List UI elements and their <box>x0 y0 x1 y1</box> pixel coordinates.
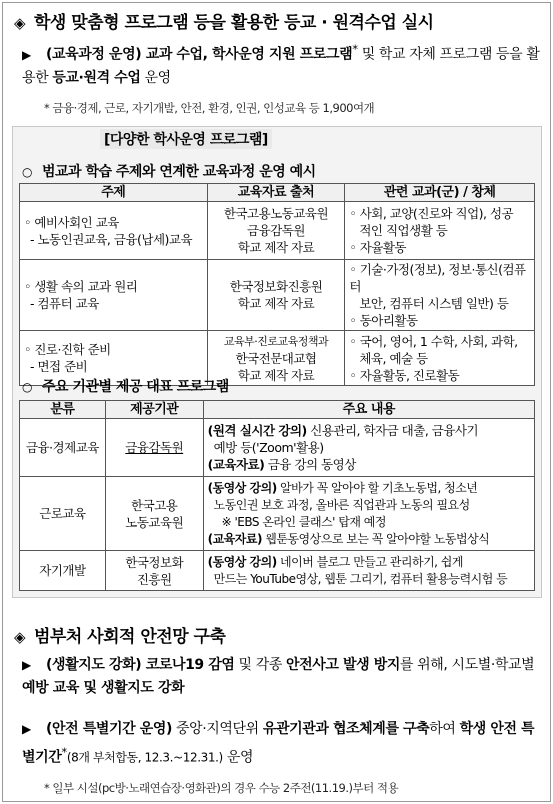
box-label: [다양한 학사운영 프로그램] <box>100 129 272 149</box>
section2-heading: ◈ 범부처 사회적 안전망 구축 <box>14 627 226 647</box>
diamond-bullet-icon: ◈ <box>14 628 26 646</box>
header-cell: 관련 교과(군) / 창체 <box>345 184 535 202</box>
category-cell: 근로교육 <box>20 477 106 551</box>
table-row <box>20 202 535 260</box>
table-header-row <box>20 401 535 419</box>
org-cell: 한국정보화 진흥원 <box>105 551 203 591</box>
table-header-row <box>20 184 535 202</box>
diamond-bullet-icon: ◈ <box>14 14 26 32</box>
triangle-bullet-icon: ▶ <box>22 722 31 736</box>
section1-note: * 금융·경제, 근로, 자기개발, 안전, 환경, 인권, 인성교육 등 1,900여개 <box>44 101 375 115</box>
source-cell: 한국정보화진흥원 학교 제작 자료 <box>207 260 345 331</box>
topic-cell: ◦ 예비사회인 교육 - 노동인권교육, 금융(납세)교육 <box>20 202 208 260</box>
subject-cell: ◦ 국어, 영어, 1 수학, 사회, 과학, 체육, 예술 등 ◦ 자율활동, 진로활동 <box>345 331 535 386</box>
subject-cell: ◦ 사회, 교양(진로와 직업), 성공 적인 직업생활 등 ◦ 자율활동 <box>345 202 535 260</box>
category-cell: 자기개발 <box>20 551 106 591</box>
table-row <box>20 419 535 477</box>
header-cell: 제공기관 <box>105 401 203 419</box>
org-cell: 한국고용 노동교육원 <box>105 477 203 551</box>
circle-bullet-icon: ○ <box>22 165 32 179</box>
section2-note: * 일부 시설(pc방·노래연습장·영화관)의 경우 수능 2주전(11.19.)부터 적용 <box>44 781 399 795</box>
content-cell: (동영상 강의) 알바가 꼭 알아야 할 기초노동법, 청소년 노동인권 보호 과정, 올바른 직업관과 노동의 필요성 ※ 'EBS 온라인 클래스' 탑재 예정 (교육자료) 웹툰동영상으로 보는 꼭 알아야할 노동법상식 <box>203 477 534 551</box>
section1-bullet1: ▶ (교육과정 운영) 교과 수업, 학사운영 지원 프로그램* 및 학교 자체 프로그램 등을 활용한 등교·원격 수업 운영 <box>22 42 540 86</box>
program-table <box>19 400 535 591</box>
section2-bullet1: ▶ (생활지도 강화) 코로나19 감염 및 각종 안전사고 발생 방지를 위해, 시도별·학교별 예방 교육 및 생활지도 강화 <box>22 654 542 700</box>
org-cell: 금융감독원 <box>105 419 203 477</box>
table-row <box>20 260 535 331</box>
table-row <box>20 551 535 591</box>
header-cell: 주제 <box>20 184 208 202</box>
triangle-bullet-icon: ▶ <box>22 658 31 672</box>
triangle-bullet-icon: ▶ <box>22 47 31 62</box>
content-cell: (동영상 강의) 네이버 블로그 만들고 관리하기, 쉽게 만드는 YouTube영상, 웹툰 그리기, 컴퓨터 활용능력시험 등 <box>203 551 534 591</box>
sub-heading-1: ○ 범교과 학습 주제와 연계한 교육과정 운영 예시 <box>22 164 316 180</box>
curriculum-table <box>19 183 535 386</box>
content-cell: (원격 실시간 강의) 신용관리, 학자금 대출, 금융사기 예방 등('Zoom'활용) (교육자료) 금융 강의 동영상 <box>203 419 534 477</box>
header-cell: 주요 내용 <box>203 401 534 419</box>
topic-cell: ◦ 진로·진학 준비 - 면접 준비 <box>20 331 208 386</box>
circle-bullet-icon: ○ <box>22 380 32 394</box>
topic-cell: ◦ 생활 속의 교과 원리 - 컴퓨터 교육 <box>20 260 208 331</box>
source-cell: 한국고용노동교육원 금융감독원 학교 제작 자료 <box>207 202 345 260</box>
header-cell: 분류 <box>20 401 106 419</box>
table-row <box>20 477 535 551</box>
subject-cell: ◦ 기술·가정(정보), 정보·통신(컴퓨터 보안, 컴퓨터 시스템 일반) 등 ◦ 동아리활동 <box>345 260 535 331</box>
category-cell: 금융·경제교육 <box>20 419 106 477</box>
sub-heading-2: ○ 주요 기관별 제공 대표 프로그램 <box>22 379 229 395</box>
section1-heading: ◈ 학생 맞춤형 프로그램 등을 활용한 등교 · 원격수업 실시 <box>14 13 434 33</box>
header-cell: 교육자료 출처 <box>207 184 345 202</box>
section2-bullet2: ▶ (안전 특별기간 운영) 중앙·지역단위 유관기관과 협조체계를 구축하여 학생 안전 특별기간*(8개 부처합동, 12.3.~12.31.) 운영 <box>22 718 542 770</box>
source-cell: 교육부·진로교육정책과 한국전문대교협 학교 제작 자료 <box>207 331 345 386</box>
